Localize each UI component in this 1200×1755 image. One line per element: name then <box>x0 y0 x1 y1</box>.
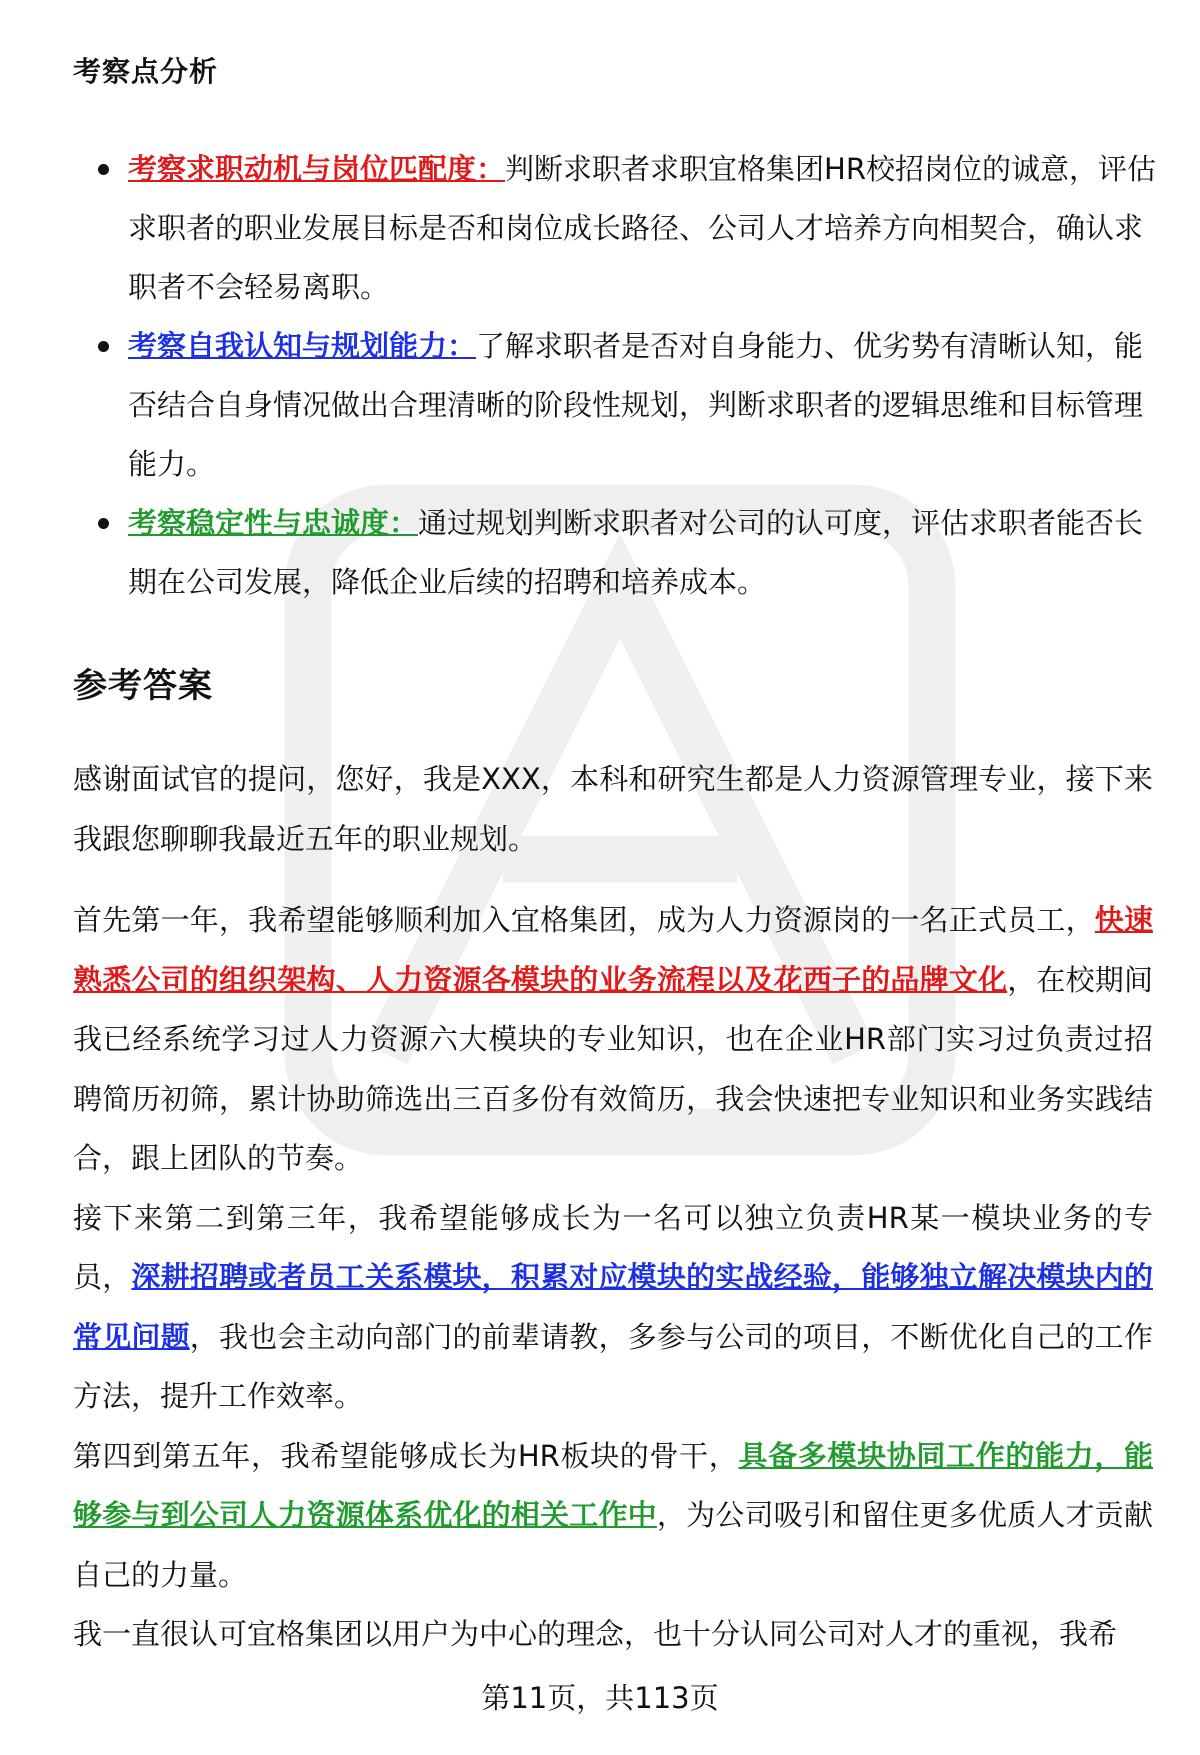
analysis-keyword: 考察自我认知与规划能力： <box>128 329 477 363</box>
analysis-list <box>96 140 1156 612</box>
answer-paragraph-intro: 感谢面试官的提问，您好，我是XXX，本科和研究生都是人力资源管理专业，接下来我跟您聊聊我最近五年的职业规划。 <box>73 762 1153 856</box>
answer-paragraph-year2-3 <box>73 1189 1153 1427</box>
answer-heading: 参考答案 <box>73 666 213 706</box>
analysis-keyword: 考察稳定性与忠诚度： <box>128 506 419 540</box>
answer-paragraph-closing: 我一直很认可宜格集团以用户为中心的理念，也十分认同公司对人才的重视，我希 <box>73 1617 1118 1651</box>
analysis-heading: 考察点分析 <box>73 55 219 88</box>
answer-text: 接下来第二到第三年，我希望能够成长为一名可以独立负责HR某一模块业务的专员， <box>73 1200 1153 1294</box>
answer-text: 首先第一年，我希望能够顺利加入宜格集团，成为人力资源岗的一名正式员工， <box>73 903 1095 937</box>
page-number: 第11页，共113页 <box>481 1681 719 1715</box>
bullet-dot-icon <box>98 341 109 352</box>
analysis-item-stability <box>96 494 1156 612</box>
analysis-text: 通过规划判断求职者对公司的认可度，评估求职者能否长期在公司发展，降低企业后续的招聘和培养成本。 <box>128 506 1144 599</box>
analysis-text: 了解求职者是否对自身能力、优劣势有清晰认知，能否结合自身情况做出合理清晰的阶段性规划，判断求职者的逻辑思维和目标管理能力。 <box>128 329 1144 481</box>
answer-text: ，我也会主动向部门的前辈请教，多参与公司的项目，不断优化自己的工作方法，提升工作效率。 <box>73 1319 1153 1413</box>
answer-highlight: 深耕招聘或者员工关系模块，积累对应模块的实战经验，能够独立解决模块内的常见问题 <box>73 1260 1153 1354</box>
analysis-item-motivation <box>96 140 1156 317</box>
bullet-dot-icon <box>98 164 109 175</box>
answer-paragraph-year4-5 <box>73 1427 1153 1606</box>
answer-paragraph-year1 <box>73 891 1153 1189</box>
answer-highlight: 快速熟悉公司的组织架构、人力资源各模块的业务流程以及花西子的品牌文化 <box>73 903 1153 997</box>
answer-text: ，为公司吸引和留住更多优质人才贡献自己的力量。 <box>73 1498 1153 1592</box>
answer-highlight: 具备多模块协同工作的能力，能够参与到公司人力资源体系优化的相关工作中 <box>73 1438 1153 1532</box>
answer-body <box>73 750 1153 1665</box>
analysis-item-self-awareness <box>96 317 1156 494</box>
bullet-dot-icon <box>98 518 109 529</box>
analysis-text: 判断求职者求职宜格集团HR校招岗位的诚意，评估求职者的职业发展目标是否和岗位成长路径、公司人才培养方向相契合，确认求职者不会轻易离职。 <box>128 152 1156 304</box>
analysis-keyword: 考察求职动机与岗位匹配度： <box>128 152 506 186</box>
answer-text: ，在校期间我已经系统学习过人力资源六大模块的专业知识，也在企业HR部门实习过负责过招聘简历初筛，累计协助筛选出三百多份有效简历，我会快速把专业知识和业务实践结合，跟上团队的节奏。 <box>73 962 1153 1175</box>
answer-text: 第四到第五年，我希望能够成长为HR板块的骨干， <box>73 1438 739 1473</box>
